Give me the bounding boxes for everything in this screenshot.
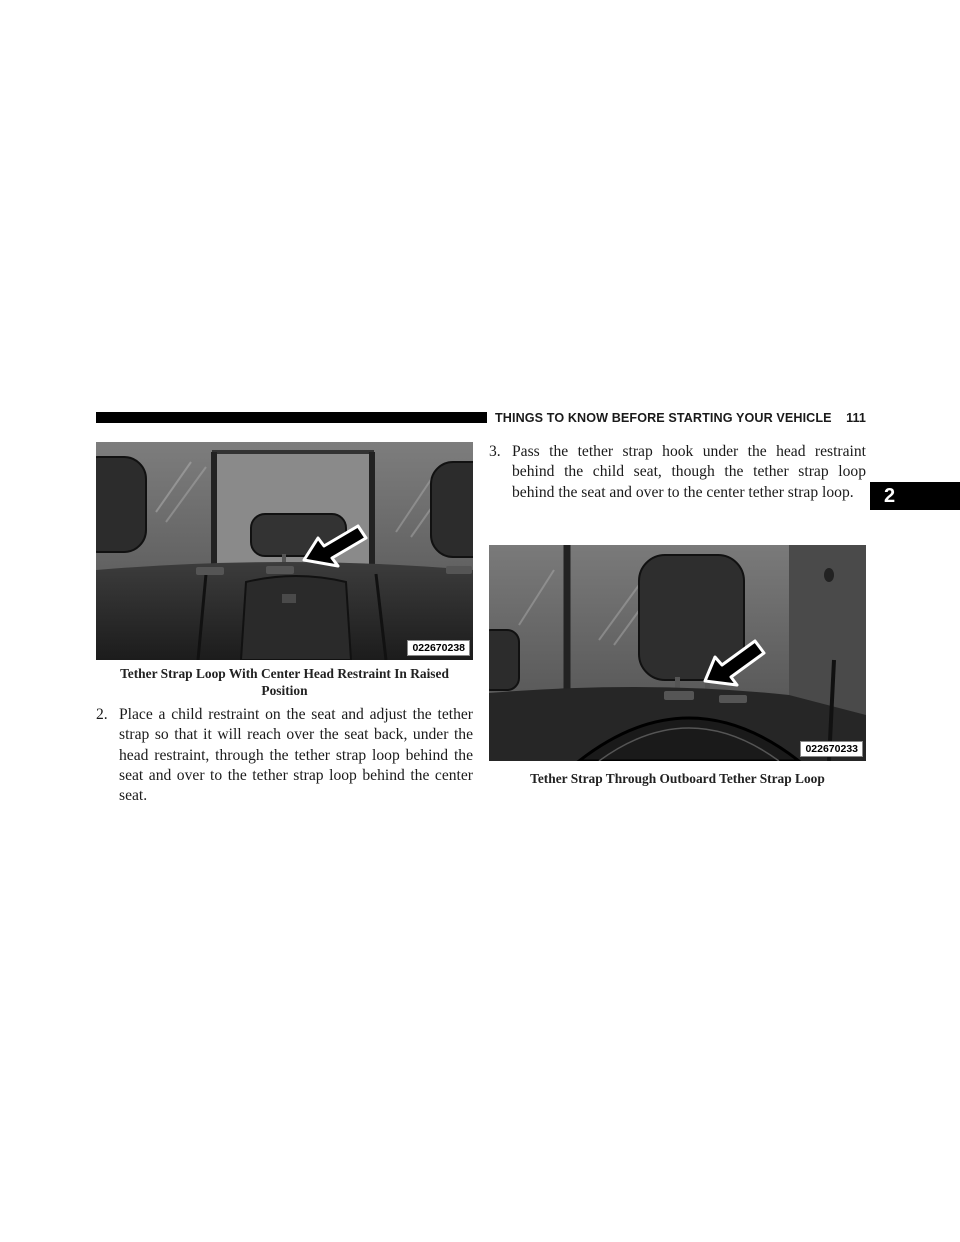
figure2-code: 022670233 xyxy=(800,741,863,757)
step-2-number: 2. xyxy=(96,706,108,723)
step-2-text: Place a child restraint on the seat and adjust the tether strap so that it will reach over the seat back, under the head restraint, through the tether strap loop behind the seat and over to the tether strap loop behind the center seat. xyxy=(119,706,473,805)
figure-center-head-restraint xyxy=(96,442,473,660)
chapter-tab: 2 xyxy=(870,482,960,510)
section-title: THINGS TO KNOW BEFORE STARTING YOUR VEHICLE xyxy=(495,410,832,425)
figure1-caption: Tether Strap Loop With Center Head Restraint In Raised Position xyxy=(120,666,449,698)
step-2 xyxy=(96,705,473,806)
step-3-text: Pass the tether strap hook under the head restraint behind the child seat, though the tether strap loop behind the seat and over to the center tether strap loop. xyxy=(512,443,866,501)
header-rule xyxy=(96,412,487,423)
figure1-code: 022670238 xyxy=(407,640,470,656)
figure1-illustration xyxy=(96,442,473,660)
figure-outboard-tether-loop xyxy=(489,545,866,761)
step-3 xyxy=(489,442,866,503)
figure2-caption: Tether Strap Through Outboard Tether Strap Loop xyxy=(530,771,825,786)
running-header xyxy=(495,409,866,426)
figure2-illustration xyxy=(489,545,866,761)
page-number: 111 xyxy=(846,410,866,425)
step-3-number: 3. xyxy=(489,443,501,460)
